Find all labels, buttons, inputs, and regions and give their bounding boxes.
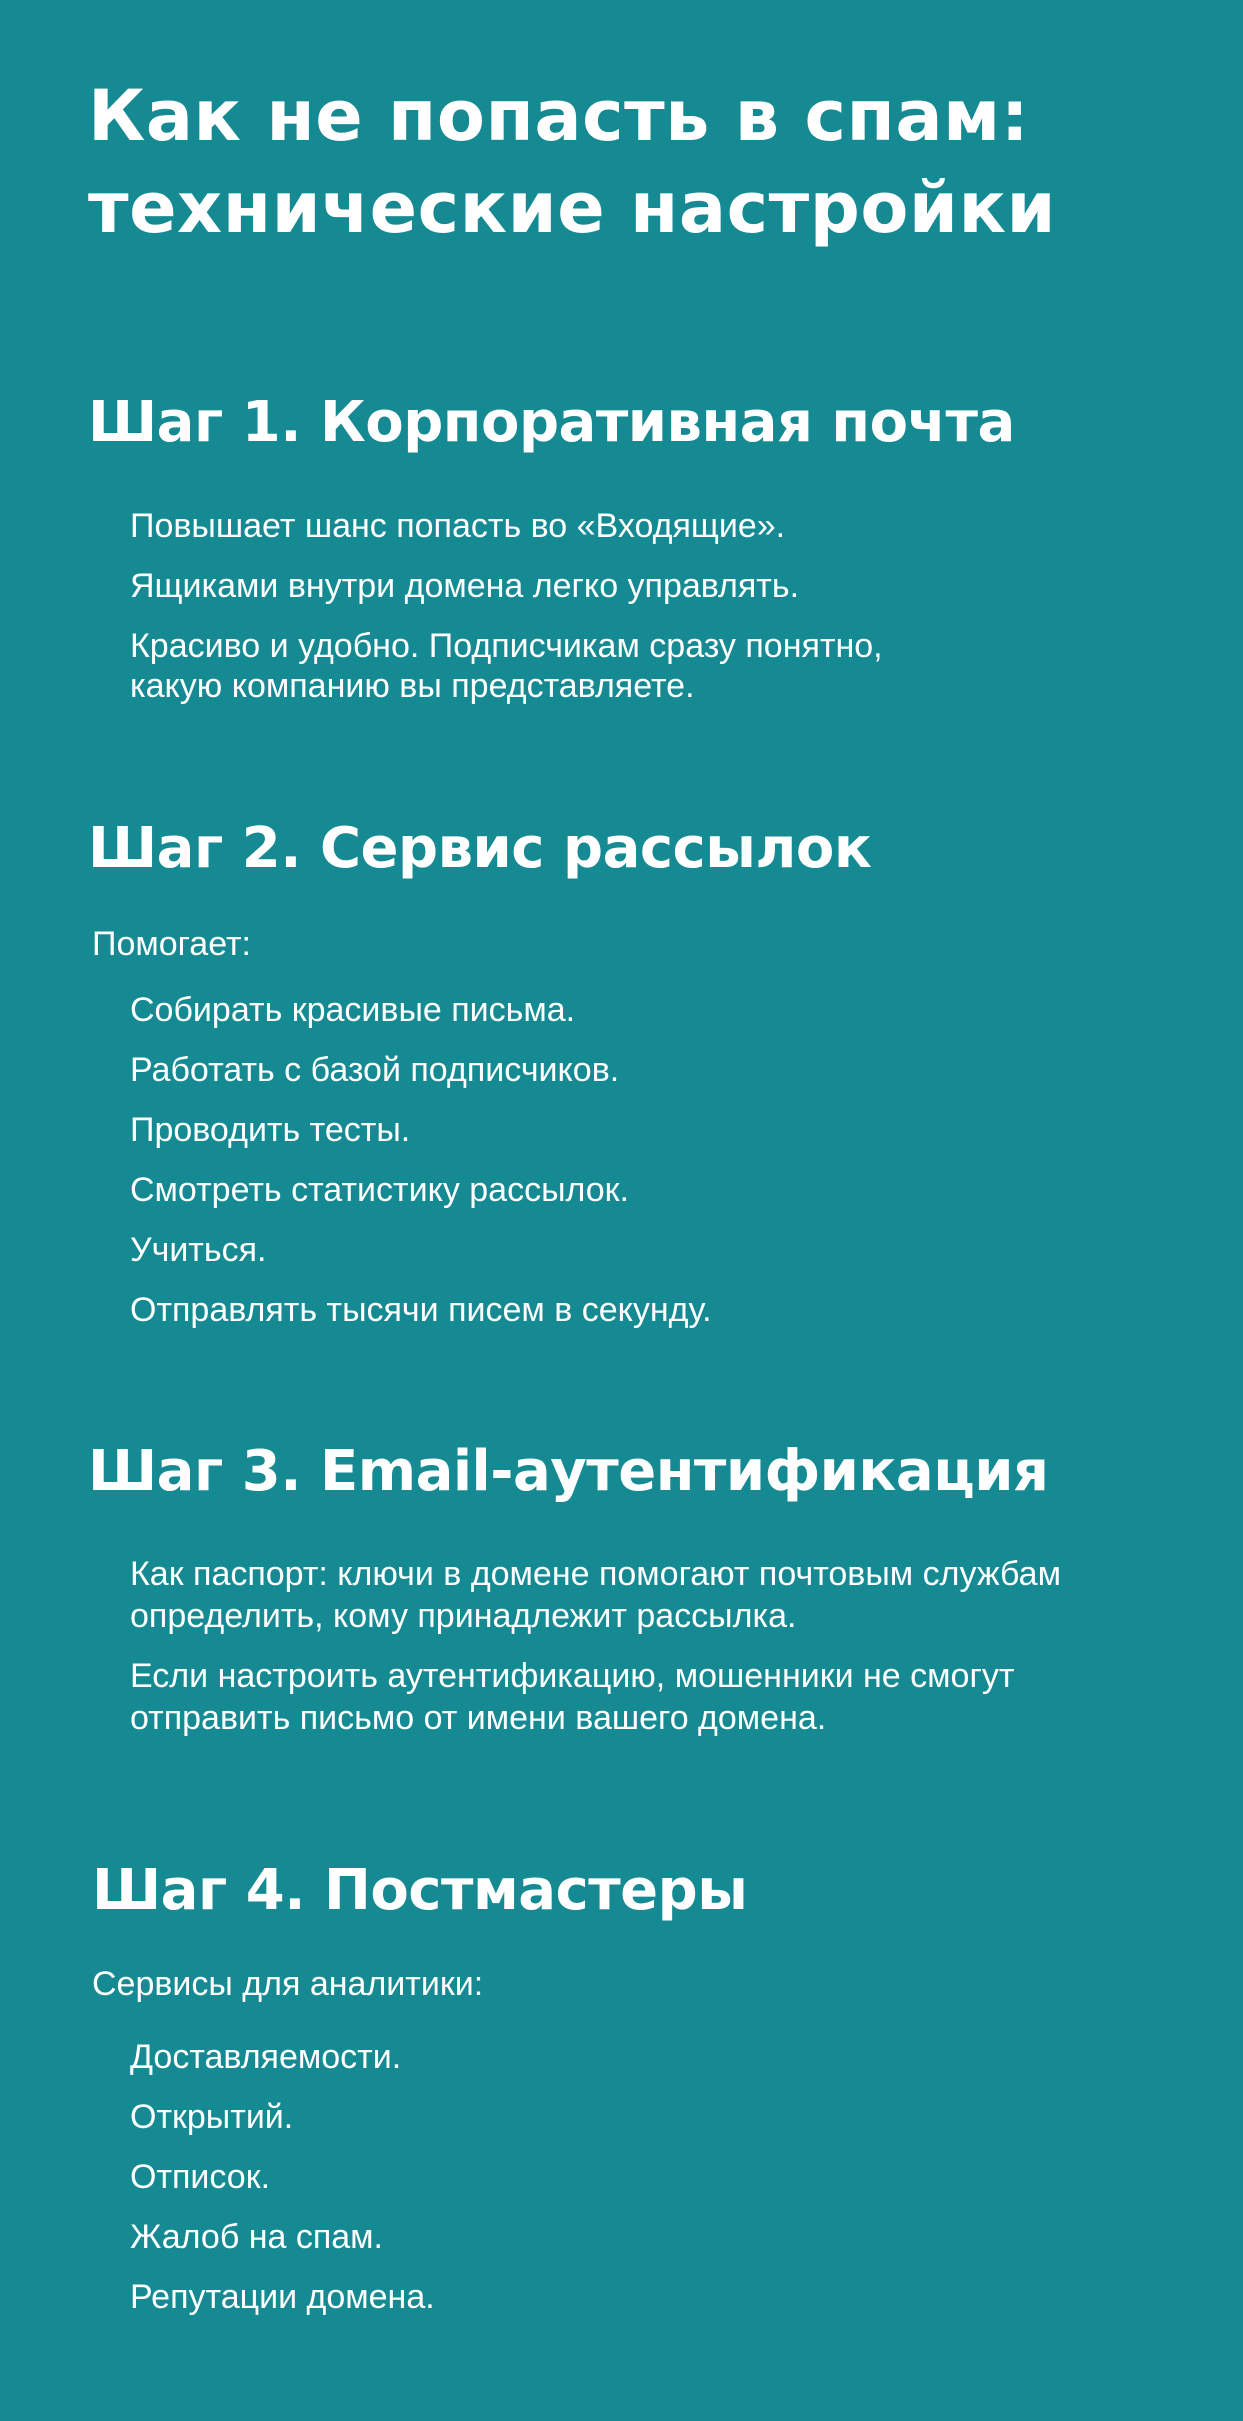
step-3-list — [130, 1553, 1061, 1757]
page-title-line-2: технические настройки — [88, 167, 1057, 249]
list-item — [130, 505, 883, 547]
list-item-text: Открытий. — [130, 2098, 294, 2136]
list-item-text: Доставляемости. — [130, 2038, 402, 2076]
list-item — [130, 565, 883, 607]
step-2-intro: Помогает: — [92, 925, 251, 963]
page-title — [88, 70, 1188, 254]
list-item-text-line-1: Красиво и удобно. Подписчикам сразу понятно, — [130, 627, 883, 665]
list-item-text: Учиться. — [130, 1231, 267, 1269]
list-item — [130, 1109, 712, 1151]
list-item-text-line-2: определить, кому принадлежит рассылка. — [130, 1597, 797, 1635]
list-item-text-line-1: Если настроить аутентификацию, мошенники не смогут — [130, 1657, 1015, 1695]
step-4-heading: Шаг 4. Постмастеры — [92, 1858, 748, 1923]
step-3-heading: Шаг 3. Email-аутентификация — [88, 1439, 1049, 1504]
list-item-text: Собирать красивые письма. — [130, 991, 576, 1029]
step-4-list — [130, 2036, 435, 2336]
list-item-text: Ящиками внутри домена легко управлять. — [130, 567, 800, 605]
step-2-heading: Шаг 2. Сервис рассылок — [88, 816, 872, 881]
list-item — [130, 2036, 435, 2078]
list-item-text: Отправлять тысячи писем в секунду. — [130, 1291, 712, 1329]
list-item-text: Репутации домена. — [130, 2278, 435, 2316]
step-4-intro: Сервисы для аналитики: — [92, 1965, 484, 2003]
list-item — [130, 2156, 435, 2198]
step-1-heading: Шаг 1. Корпоративная почта — [88, 390, 1015, 455]
step-2-list — [130, 989, 712, 1349]
list-item-text: Смотреть статистику рассылок. — [130, 1171, 629, 1209]
list-item — [130, 1049, 712, 1091]
list-item — [130, 1289, 712, 1331]
step-1-list — [130, 505, 883, 725]
list-item-text: Проводить тесты. — [130, 1111, 411, 1149]
page-title-line-1: Как не попасть в спам: — [88, 75, 1030, 157]
list-item-text-line-1: Как паспорт: ключи в домене помогают почтовым службам — [130, 1555, 1061, 1593]
list-item — [130, 1169, 712, 1211]
list-item — [130, 2216, 435, 2258]
list-item-text-line-2: какую компанию вы представляете. — [130, 667, 695, 705]
list-item-text: Жалоб на спам. — [130, 2218, 384, 2256]
list-item — [130, 1655, 1061, 1739]
list-item — [130, 625, 883, 707]
list-item — [130, 1229, 712, 1271]
list-item — [130, 2276, 435, 2318]
list-item-text: Работать с базой подписчиков. — [130, 1051, 620, 1089]
list-item-text: Повышает шанс попасть во «Входящие». — [130, 507, 786, 545]
list-item — [130, 2096, 435, 2138]
list-item-text-line-2: отправить письмо от имени вашего домена. — [130, 1699, 827, 1737]
list-item — [130, 1553, 1061, 1637]
list-item — [130, 989, 712, 1031]
list-item-text: Отписок. — [130, 2158, 271, 2196]
